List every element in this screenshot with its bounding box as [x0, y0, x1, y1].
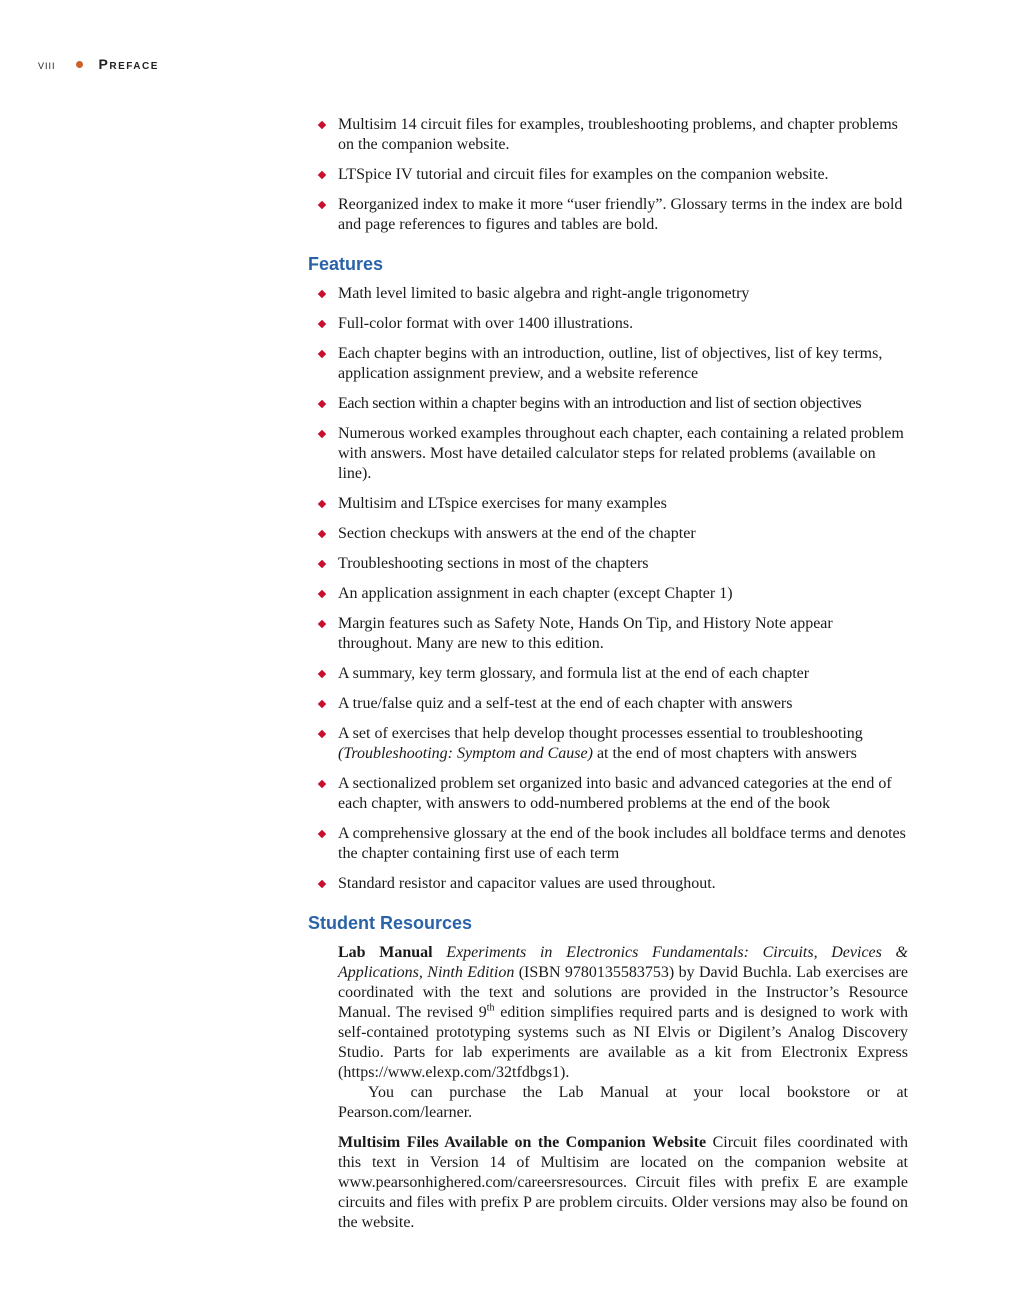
list-item — [308, 344, 908, 384]
list-item-text: A comprehensive glossary at the end of the book includes all boldface terms and denotes the chapter containing first use of each term — [338, 825, 906, 862]
edition-superscript: th — [486, 1002, 495, 1014]
list-item — [308, 314, 908, 334]
list-item-text: A true/false quiz and a self-test at the end of each chapter with answers — [338, 695, 793, 712]
diamond-bullet-icon — [318, 320, 326, 328]
list-item-text: Numerous worked examples throughout each chapter, each containing a related problem with answers. Most have detailed calculator steps for related problems (available on line). — [338, 425, 904, 482]
purchase-paragraph: You can purchase the Lab Manual at your local bookstore or at Pearson.com/learner. — [338, 1084, 908, 1121]
top-bullet-list — [308, 115, 908, 235]
page-content — [308, 115, 908, 1233]
multisim-paragraph — [338, 1133, 908, 1233]
running-head — [38, 56, 159, 72]
diamond-bullet-icon — [318, 350, 326, 358]
diamond-bullet-icon — [318, 560, 326, 568]
diamond-bullet-icon — [318, 121, 326, 129]
list-item-text: LTSpice IV tutorial and circuit files for examples on the companion website. — [338, 166, 829, 183]
list-item-text: Troubleshooting sections in most of the chapters — [338, 555, 649, 572]
diamond-bullet-icon — [318, 171, 326, 179]
features-heading: Features — [308, 254, 384, 274]
diamond-bullet-icon — [318, 290, 326, 298]
list-item-text: Section checkups with answers at the end of the chapter — [338, 525, 696, 542]
list-item — [308, 774, 908, 814]
list-item — [308, 524, 908, 544]
troubleshooting-text-b: at the end of most chapters with answers — [592, 745, 857, 762]
list-item — [308, 195, 908, 235]
lab-manual-text-a: (ISBN 9780135583753) by David Buchla. Lab exercises are coordinated with the text and solutions are provided in the Instructor’s Resource Manual. The revised 9 — [338, 964, 908, 1021]
diamond-bullet-icon — [318, 730, 326, 738]
diamond-bullet-icon — [318, 590, 326, 598]
diamond-bullet-icon — [318, 500, 326, 508]
multisim-lead: Multisim Files Available on the Companion Website — [338, 1134, 707, 1151]
student-resources-heading: Student Resources — [308, 913, 473, 933]
list-item-text: Math level limited to basic algebra and right-angle trigonometry — [338, 285, 750, 302]
list-item-text: Full-color format with over 1400 illustrations. — [338, 315, 634, 332]
diamond-bullet-icon — [318, 430, 326, 438]
list-item-text: Reorganized index to make it more “user friendly”. Glossary terms in the index are bold and page references to figures and tables are bold. — [338, 196, 903, 233]
diamond-bullet-icon — [318, 830, 326, 838]
diamond-bullet-icon — [318, 400, 326, 408]
troubleshooting-italic: (Troubleshooting: Symptom and Cause) — [338, 745, 593, 762]
list-item-text: Standard resistor and capacitor values are used throughout. — [338, 875, 716, 892]
list-item — [308, 494, 908, 514]
lab-manual-lead: Lab Manual — [338, 944, 433, 961]
list-item — [308, 554, 908, 574]
list-item-text: Multisim and LTspice exercises for many examples — [338, 495, 667, 512]
lab-manual-paragraph — [338, 943, 908, 1083]
list-item — [308, 115, 908, 155]
list-item — [308, 874, 908, 894]
lab-manual-text-b: edition simplifies required parts and is designed to work with self-contained prototyping systems such as NI Elvis or Digilent’s Analog Discovery Studio. Parts for lab experiments are available as a kit from Electronix Express (https://www.elexp.com/32tfdbgs1). — [338, 1004, 908, 1081]
diamond-bullet-icon — [318, 530, 326, 538]
features-list — [308, 284, 908, 894]
multisim-text: Circuit files coordinated with this text in Version 14 of Multisim are located on the companion website at www.pearsonhighered.com/careersresources. Circuit files with prefix E are example circuits and files with prefix P are problem circuits. Older versions may also be found on the website. — [338, 1134, 908, 1231]
running-title: Preface — [98, 56, 159, 72]
list-item-text: Each chapter begins with an introduction, outline, list of objectives, list of key terms, application assignment preview, and a website reference — [338, 345, 883, 382]
diamond-bullet-icon — [318, 670, 326, 678]
diamond-bullet-icon — [318, 700, 326, 708]
list-item-text: A sectionalized problem set organized into basic and advanced categories at the end of each chapter, with answers to odd-numbered problems at the end of the book — [338, 775, 892, 812]
troubleshooting-text-a: A set of exercises that help develop thought processes essential to troubleshooting — [338, 725, 863, 742]
diamond-bullet-icon — [318, 780, 326, 788]
diamond-bullet-icon — [318, 880, 326, 888]
list-item — [308, 584, 908, 604]
list-item — [308, 664, 908, 684]
list-item-text: Each section within a chapter begins with an introduction and list of section objectives — [338, 395, 862, 412]
list-item-text: Margin features such as Safety Note, Hands On Tip, and History Note appear throughout. Many are new to this edition. — [338, 615, 833, 652]
list-item-text: A summary, key term glossary, and formula list at the end of each chapter — [338, 665, 810, 682]
page-number: viii — [38, 56, 56, 72]
bullet-dot-icon — [76, 61, 83, 68]
list-item — [308, 824, 908, 864]
diamond-bullet-icon — [318, 620, 326, 628]
list-item — [308, 165, 908, 185]
diamond-bullet-icon — [318, 201, 326, 209]
list-item — [308, 284, 908, 304]
list-item — [308, 724, 908, 764]
list-item — [308, 694, 908, 714]
list-item — [308, 394, 908, 414]
list-item-text: An application assignment in each chapter (except Chapter 1) — [338, 585, 733, 602]
list-item — [308, 614, 908, 654]
list-item-text: Multisim 14 circuit files for examples, troubleshooting problems, and chapter problems on the companion website. — [338, 116, 898, 153]
lab-manual-title: Experiments in Electronics Fundamentals: Circuits, Devices & Applications, Ninth Edition — [338, 944, 909, 981]
list-item — [308, 424, 908, 484]
